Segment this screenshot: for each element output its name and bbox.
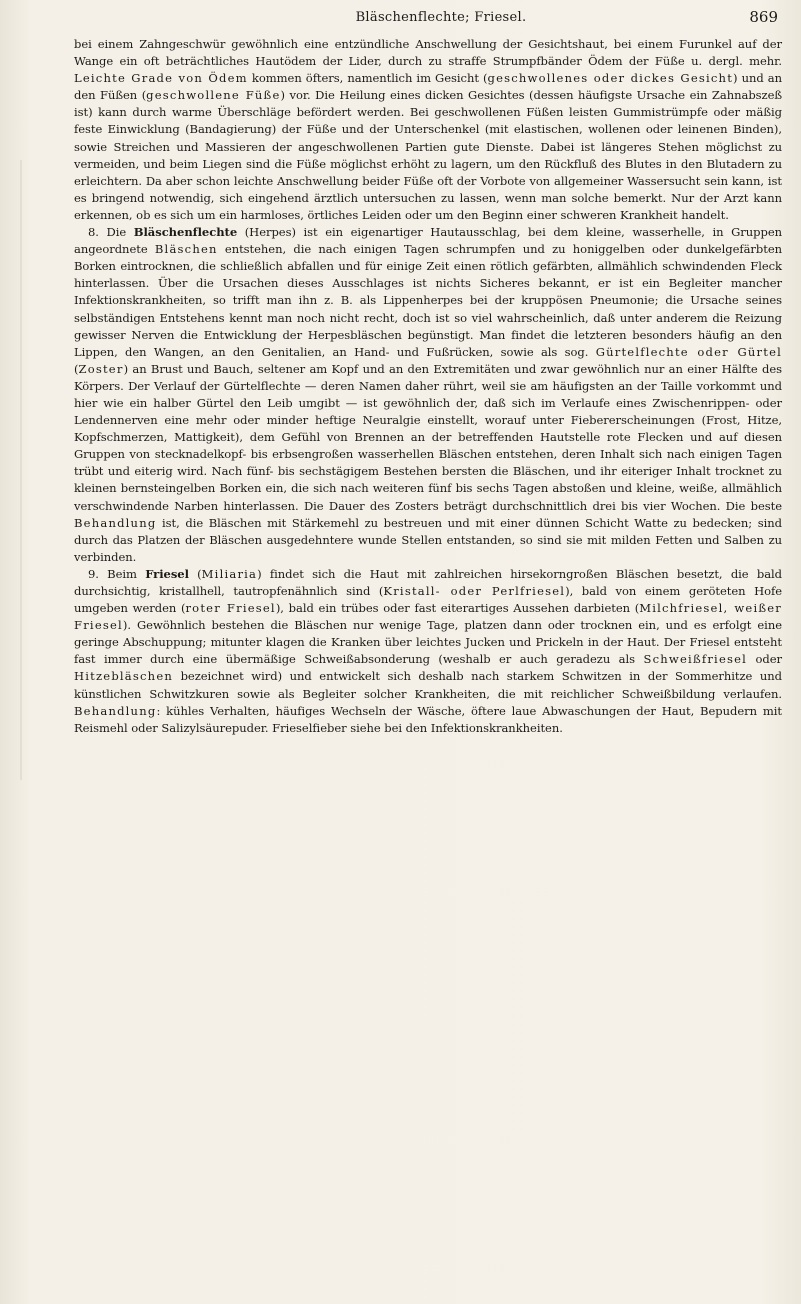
text-segment: kommen öfters, namentlich im Gesicht ( bbox=[247, 71, 488, 86]
text-segment: Kristall- oder Perlfriesel bbox=[383, 584, 566, 598]
text-segment: Friesel bbox=[145, 566, 189, 581]
running-title: Bläschenflechte; Friesel. bbox=[355, 10, 527, 25]
text-segment: geschwollenes oder dickes Gesicht bbox=[487, 71, 734, 86]
paragraph-miliaria bbox=[74, 566, 782, 737]
text-segment: entstehen, die nach einigen Tagen schrumpfen und zu honiggelben oder dunkelgefärbten Borken eintrocknen, die schließlich abfallen und für einige Zeit einen rötlich gefärbten, allmählich schwindenden Fleck hinterlassen. Über die Ursachen dieses Ausschlages ist nichts Sicheres bekannt, er ist ein Begleiter mancher Infektionskrankheiten, so trifft man ihn z. B. als Lippenherpes bei der kruppösen Pneumonie; die Ursache seines selbständigen Entstehens kennt man noch nicht recht, doch ist so viel wahrscheinlich, daß unter anderem die Reizung gewisser Nerven die Entwicklung der Herpesbläschen begünstigt. Man findet die letzteren besonders häufig an den Lippen, den Wangen, an den Genitalien, an Hand- und Fußrücken, sowie als sog. bbox=[74, 242, 782, 359]
page-number: 869 bbox=[749, 8, 778, 26]
body-text bbox=[74, 36, 782, 737]
text-segment: Behandlung bbox=[74, 515, 157, 530]
paragraph-herpes bbox=[74, 224, 782, 566]
paragraph-edema bbox=[74, 36, 782, 224]
text-segment: (Herpes) ist ein eigenartiger Hautausschlag, bei dem kleine, wasserhelle, in Gruppen angeordnete bbox=[74, 225, 783, 257]
text-segment: ) vor. Die Heilung eines dicken Gesichtes (dessen häufigste Ursache ein Zahnabszeß ist) kann durch warme Überschläge befördert werden. Bei geschwollenen Füßen leisten Gummistrümpfe oder mäßig feste Einwicklung (Bandagierung) der Füße und der Unterschenkel (mit elastischen, wollenen oder leinenen Binden), sowie Streichen und Massieren der angeschwollenen Partien gute Dienste. Dabei ist längeres Stehen möglichst zu vermeiden, und beim Liegen sind die Füße möglichst erhöht zu lagern, um den Rückfluß des Blutes in den Blutadern zu erleichtern. Da aber schon leichte Anschwellung beider Füße oft der Vorbote von allgemeiner Wassersucht sein kann, ist es bringend notwendig, sich eingehend ärztlich untersuchen zu lassen, wenn man solche bemerkt. Nur der Arzt kann erkennen, ob es sich um ein harmloses, örtliches Leiden oder um den Beginn einer schweren Krankheit handelt. bbox=[74, 88, 783, 222]
text-segment: ), bald von einem geröteten Hofe umgeben werden ( bbox=[74, 584, 782, 616]
text-segment: Leichte Grade von Ödem bbox=[74, 71, 248, 86]
text-segment: Bläschenflechte bbox=[133, 225, 238, 240]
text-segment: Hitzebläschen bbox=[74, 669, 173, 684]
text-segment: Zoster bbox=[78, 361, 124, 376]
text-segment: Behandlung bbox=[74, 703, 157, 718]
text-segment: Bläschen bbox=[154, 242, 218, 257]
text-segment: 8. Die bbox=[88, 225, 134, 240]
text-segment: 9. Beim bbox=[88, 566, 146, 581]
text-segment: bezeichnet wird) und entwickelt sich deshalb nach starkem Schwitzen in der Sommerhitze und künstlichen Schwitzkuren sowie als Begleiter solcher Krankheiten, die mit reichlicher Schweißbildung verlaufen. bbox=[74, 669, 782, 701]
text-segment: ) an Brust und Bauch, seltener am Kopf und an den Extremitäten und zwar gewöhnlich nur an einer Hälfte des Körpers. Der Verlauf der Gürtelflechte — deren Namen daher rührt, weil sie am häufigsten an der Taille vorkommt und hier wie ein halber Gürtel den Leib umgibt — ist gewöhnlich der, daß sich im Verlaufe eines Zwischenrippen- oder Lendennerven eine mehr oder minder heftige Neuralgie einstellt, worauf unter Fiebererscheinungen (Frost, Hitze, Kopfschmerzen, Mattigkeit), dem Gefühl von Brennen an der betreffenden Hautstelle rote Flecken und auf diesen Gruppen von stecknadelkopf- bis erbsengroßen wasserhellen Bläschen entstehen, deren Inhalt sich nach einigen Tagen trübt und eiterig wird. Nach fünf- bis sechstägigem Bestehen bersten die Bläschen, und ihr eiteriger Inhalt trocknet zu kleinen bernsteingelben Borken ein, die sich nach weiteren fünf bis sechs Tagen abstoßen und kleine, weiße, allmählich verschwindende Narben hinterlassen. Die Dauer des Zosters beträgt durchschnittlich drei bis vier Wochen. Die beste bbox=[74, 361, 782, 513]
text-segment: roter Friesel bbox=[185, 601, 276, 616]
text-segment: ), bald ein trübes oder fast eiterartiges Aussehen darbieten ( bbox=[275, 601, 640, 616]
text-segment: Schweißfriesel bbox=[643, 652, 748, 667]
text-segment: Milchfriesel, weißer Friesel bbox=[74, 601, 783, 633]
text-segment: bei einem Zahngeschwür gewöhnlich eine entzündliche Anschwellung der Gesichtshaut, bei einem Furunkel auf der Wange ein oft beträchtliches Hautödem der Lider, durch zu straffe Strumpfbänder Ödem der Füße u. dergl. mehr. bbox=[74, 37, 782, 69]
text-segment: : kühles Verhalten, häufiges Wechseln der Wäsche, öftere laue Abwaschungen der Haut, Bepudern mit Reismehl oder Salizylsäurepuder. Frieselfieber siehe bei den Infektionskrankheiten. bbox=[74, 703, 782, 735]
text-segment: ) und an den Füßen ( bbox=[74, 71, 783, 103]
text-segment: ist, die Bläschen mit Stärkemehl zu bestreuen und mit einer dünnen Schicht Watte zu bedecken; sind durch das Platzen der Bläschen ausgedehntere wunde Stellen entstanden, so sind sie mit milden Fetten und Salben zu verbinden. bbox=[74, 515, 782, 564]
text-segment: oder bbox=[747, 652, 782, 667]
text-segment: ) findet sich die Haut mit zahlreichen hirsekorngroßen Bläschen besetzt, die bald durchsichtig, kristallhell, tautropfenähnlich sind ( bbox=[74, 566, 783, 598]
text-segment: ( bbox=[188, 566, 202, 581]
text-segment: Miliaria bbox=[201, 566, 258, 581]
text-segment: ( bbox=[74, 361, 79, 376]
page-edge-shadow bbox=[20, 160, 22, 780]
text-segment: ). Gewöhnlich bestehen die Bläschen nur wenige Tage, platzen dann oder trocknen ein, und es erfolgt eine geringe Abschuppung; mitunter klagen die Kranken über leichtes Jucken und Prickeln in der Haut. Der Friesel entsteht fast immer durch eine übermäßige Schweißabsonderung (weshalb er auch geradezu als bbox=[74, 618, 782, 667]
text-segment: Gürtelflechte oder Gürtel bbox=[595, 344, 782, 359]
page-header bbox=[90, 8, 792, 30]
text-segment: geschwollene Füße bbox=[146, 88, 281, 103]
